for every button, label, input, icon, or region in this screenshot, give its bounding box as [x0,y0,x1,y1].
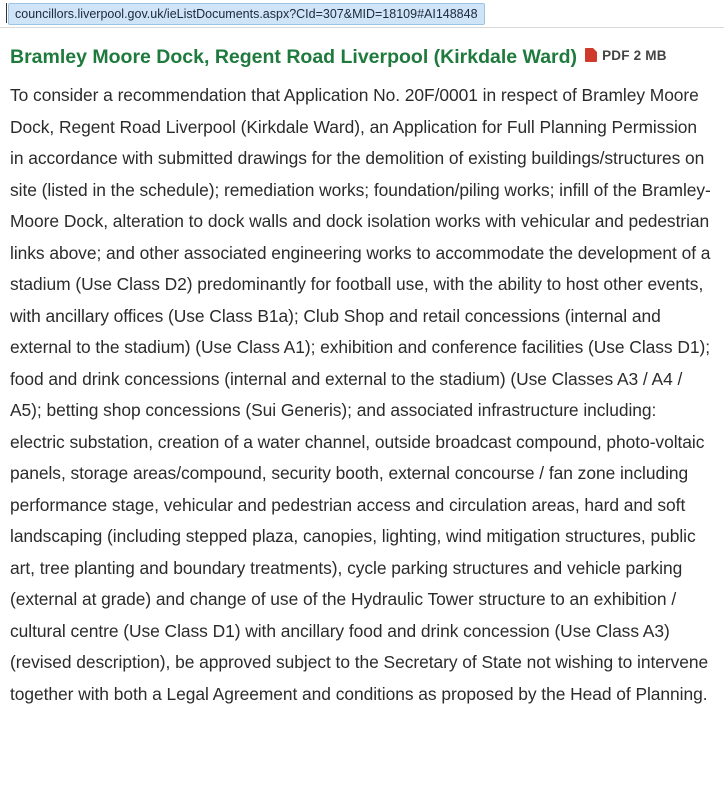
page-title: Bramley Moore Dock, Regent Road Liverpool (Kirkdale Ward) [10,46,578,68]
browser-address-bar[interactable] [0,0,724,28]
pdf-icon [585,48,597,62]
text-cursor [6,3,7,23]
pdf-attachment-badge[interactable] [585,48,667,63]
url-text[interactable]: councillors.liverpool.gov.uk/ieListDocuments.aspx?CId=307&MID=18109#AI148848 [8,3,485,25]
pdf-size-label: PDF 2 MB [602,47,667,63]
document-content [0,28,724,710]
document-heading-row [10,44,714,70]
document-body-text: To consider a recommendation that Application No. 20F/0001 in respect of Bramley Moore Dock, Regent Road Liverpool (Kirkdale Ward), an Application for Full Planning Permission in accordance with submitted drawings for the demolition of existing buildings/structures on site (listed in the schedule); remediation works; foundation/piling works; infill of the Bramley-Moore Dock, alteration to dock walls and dock isolation works with vehicular and pedestrian links above; and other associated engineering works to accommodate the development of a stadium (Use Class D2) predominantly for football use, with the ability to host other events, with ancillary offices (Use Class B1a); Club Shop and retail concessions (internal and external to the stadium) (Use Class A1); exhibition and conference facilities (Use Class D1); food and drink concessions (internal and external to the stadium) (Use Classes A3 / A4 / A5); betting shop concessions (Sui Generis); and associated infrastructure including: electric substation, creation of a water channel, outside broadcast compound, photo-voltaic panels, storage areas/compound, security booth, external concourse / fan zone including performance stage, vehicular and pedestrian access and circulation areas, hard and soft landscaping (including stepped plaza, canopies, lighting, wind mitigation structures, public art, tree planting and boundary treatments), cycle parking structures and vehicle parking (external at grade) and change of use of the Hydraulic Tower structure to an exhibition / cultural centre (Use Class D1) with ancillary food and drink concession (Use Class A3) (revised description), be approved subject to the Secretary of State not wishing to intervene together with both a Legal Agreement and conditions as proposed by the Head of Planning. [10,85,711,704]
